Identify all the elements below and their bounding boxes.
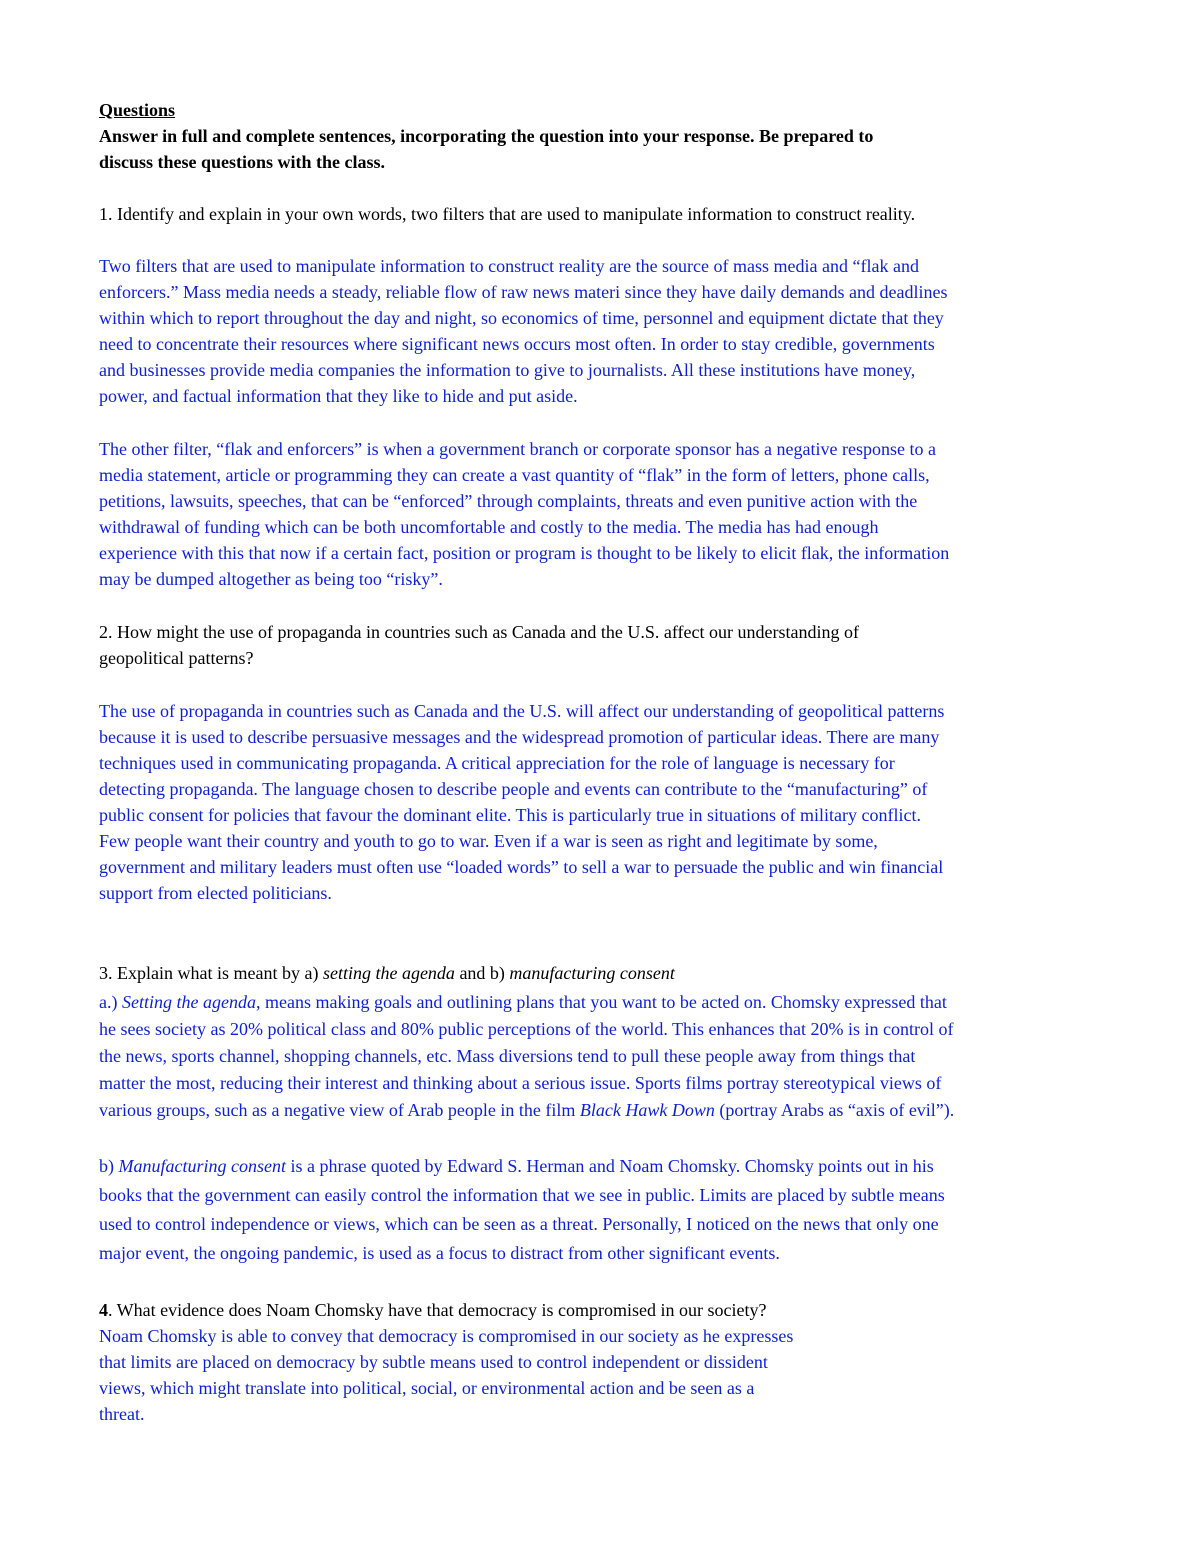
answer-line: because it is used to describe persuasive messages and the widespread promotion of particular ideas. There are many <box>99 727 940 747</box>
answer-line: power, and factual information that they like to hide and put aside. <box>99 386 578 406</box>
answer-line: may be dumped altogether as being too “risky”. <box>99 569 443 589</box>
question-2-text: 2. How might the use of propaganda in countries such as Canada and the U.S. affect our understanding of <box>99 622 859 642</box>
answer-line: support from elected politicians. <box>99 883 332 903</box>
answer-line: used to control independence or views, which can be seen as a threat. Personally, I noticed on the news that only one <box>99 1214 939 1234</box>
answer-line: b) Manufacturing consent is a phrase quoted by Edward S. Herman and Noam Chomsky. Chomsky points out in his <box>99 1156 934 1176</box>
answer-line: public consent for policies that favour the dominant elite. This is particularly true in situations of military conflict. <box>99 805 921 825</box>
answer-line: major event, the ongoing pandemic, is used as a focus to distract from other significant events. <box>99 1243 780 1263</box>
answer-line: The use of propaganda in countries such as Canada and the U.S. will affect our understanding of geopolitical patterns <box>99 701 945 721</box>
answer-line: withdrawal of funding which can be both uncomfortable and costly to the media. The media has had enough <box>99 517 879 537</box>
answer-line: Noam Chomsky is able to convey that democracy is compromised in our society as he expresses <box>99 1326 794 1346</box>
answer-line: views, which might translate into political, social, or environmental action and be seen as a <box>99 1378 755 1398</box>
question-1-text: 1. Identify and explain in your own words, two filters that are used to manipulate information to construct reality. <box>99 204 916 224</box>
instruction-line: Answer in full and complete sentences, incorporating the question into your response. Be prepared to <box>99 126 874 146</box>
answer-line: a.) Setting the agenda, means making goals and outlining plans that you want to be acted on. Chomsky expressed that <box>99 992 947 1012</box>
answer-line: The other filter, “flak and enforcers” is when a government branch or corporate sponsor has a negative response to a <box>99 439 936 459</box>
answer-line: experience with this that now if a certain fact, position or program is thought to be likely to elicit flak, the information <box>99 543 950 563</box>
answer-line: techniques used in communicating propaganda. A critical appreciation for the role of language is necessary for <box>99 753 895 773</box>
page-heading: Questions <box>99 100 176 120</box>
answer-term: Manufacturing consent <box>118 1156 286 1176</box>
term-setting-the-agenda: setting the agenda <box>322 963 455 983</box>
film-title: Black Hawk Down <box>579 1100 715 1120</box>
answer-line: within which to report throughout the day and night, so economics of time, personnel and equipment dictate that they <box>99 308 944 328</box>
answer-line: the news, sports channel, shopping channels, etc. Mass diversions tend to pull these people away from things that <box>99 1046 916 1066</box>
answer-line: books that the government can easily control the information that we see in public. Limits are placed by subtle means <box>99 1185 945 1205</box>
question-2-text: geopolitical patterns? <box>99 648 254 668</box>
answer-line: need to concentrate their resources where significant news occurs most often. In order to stay credible, governments <box>99 334 935 354</box>
answer-line: media statement, article or programming they can create a vast quantity of “flak” in the form of letters, phone calls, <box>99 465 930 485</box>
answer-line: enforcers.” Mass media needs a steady, reliable flow of raw news materi since they have daily demands and deadlines <box>99 282 948 302</box>
answer-line: various groups, such as a negative view of Arab people in the film Black Hawk Down (portray Arabs as “axis of evil”). <box>99 1100 955 1120</box>
question-3-text: 3. Explain what is meant by a) setting the agenda and b) manufacturing consent <box>99 963 675 983</box>
answer-term: Setting the agenda <box>121 992 256 1012</box>
answer-line: and businesses provide media companies the information to give to journalists. All these institutions have money, <box>99 360 916 380</box>
answer-line: matter the most, reducing their interest and thinking about a serious issue. Sports films portray stereotypical views of <box>99 1073 942 1093</box>
answer-line: Few people want their country and youth to go to war. Even if a war is seen as right and legitimate by some, <box>99 831 878 851</box>
answer-line: petitions, lawsuits, speeches, that can be “enforced” through complaints, threats and even punitive action with the <box>99 491 918 511</box>
answer-line: threat. <box>99 1404 145 1424</box>
answer-line: detecting propaganda. The language chosen to describe people and events can contribute to the “manufacturing” of <box>99 779 928 799</box>
instruction-line: discuss these questions with the class. <box>99 152 386 172</box>
question-4-text: 4. What evidence does Noam Chomsky have that democracy is compromised in our society? <box>99 1300 767 1320</box>
answer-line: Two filters that are used to manipulate information to construct reality are the source of mass media and “flak and <box>99 256 919 276</box>
answer-line: that limits are placed on democracy by subtle means used to control independent or dissident <box>99 1352 768 1372</box>
answer-line: government and military leaders must often use “loaded words” to sell a war to persuade the public and win financial <box>99 857 944 877</box>
answer-line: he sees society as 20% political class and 80% public perceptions of the world. This enhances that 20% is in control of <box>99 1019 954 1039</box>
term-manufacturing-consent: manufacturing consent <box>509 963 675 983</box>
